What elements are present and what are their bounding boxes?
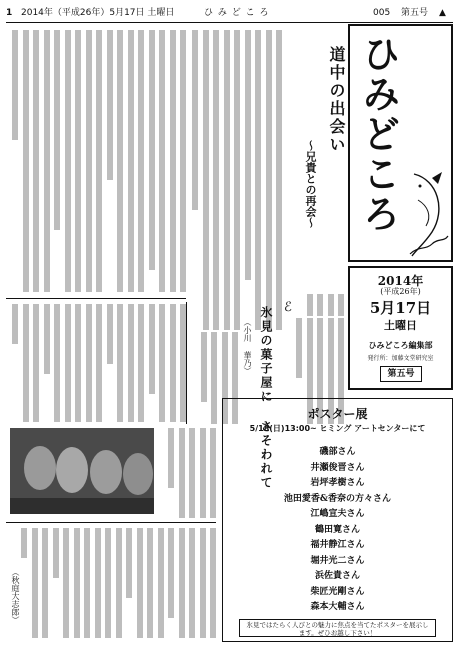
column-divider: [186, 302, 187, 424]
column-rule-lower: [6, 522, 216, 523]
poster-artist: 堀井光二さん: [310, 555, 365, 566]
column-rule: [6, 298, 186, 299]
bottom-signature: （秋庭大志郎）: [11, 568, 20, 624]
poster-artist: 江嶋宣夫さん: [310, 509, 365, 519]
article-text-col-2: [190, 30, 282, 330]
poster-artist-list: [223, 445, 452, 616]
masthead-title: ひみどころ: [356, 34, 401, 234]
poster-box: [222, 398, 453, 642]
sweets-headline: 氷見の菓子屋に さそわれて: [259, 306, 273, 490]
masthead-editor: ひみどころ編集部: [368, 340, 433, 350]
masthead-era-year: (平成26年): [380, 287, 421, 296]
page-number: 1: [6, 8, 13, 18]
poster-title: ポスター展: [307, 407, 368, 421]
poster-artist: 柴匠光剛さん: [310, 586, 365, 597]
running-header: [6, 6, 453, 20]
article-text-col-6: [300, 294, 344, 316]
poster-artist: 福井静江さん: [310, 540, 365, 550]
main-headline: 道中の出会い: [327, 46, 346, 154]
triangle-icon: ▲: [439, 8, 446, 18]
poster-artist: 池田愛香&香奈の方々さん: [283, 493, 392, 504]
header-date: 2014年（平成26年）5月17日 土曜日: [21, 8, 175, 18]
flourish-icon: ℰ: [284, 300, 292, 315]
article-text-col-8: [10, 528, 216, 640]
poster-artist: 磯部さん: [319, 447, 356, 457]
header-title: ひ み ど こ ろ: [204, 8, 270, 18]
header-issue-label: 第五号: [401, 8, 429, 18]
main-subheadline: 〜兄貴との再会〜: [304, 140, 317, 228]
masthead-issue: 第五号: [380, 366, 422, 382]
poster-artist: 浜佐貴さん: [314, 571, 360, 581]
sweets-signature: （小川 華乃）: [243, 318, 252, 375]
poster-artist: 井瀬俊晋さん: [310, 462, 365, 473]
poster-footer: 氷見ではたらく人びとの魅力に焦点を当てたポスターを展示します。ぜひお越し下さい！: [239, 619, 436, 637]
poster-artist: 岩坪孝樹さん: [310, 478, 365, 488]
header-rule: [6, 22, 453, 23]
poster-artist: 森本大輔さん: [310, 602, 365, 612]
masthead-year: 2014年: [377, 274, 424, 288]
poster-subtitle: 5/18(日)13:00~ ヒミング アートセンターにて: [249, 424, 426, 433]
sweets-photo: [10, 428, 154, 514]
article-text-col-1: [8, 30, 186, 294]
masthead-weekday: 土曜日: [384, 319, 417, 332]
article-text-col-7: [158, 428, 216, 518]
header-issue-number: 005: [373, 8, 391, 18]
poster-artist: 鶴田寛さん: [314, 524, 360, 535]
masthead-publisher: 発行所：加藤文堂研究室: [367, 355, 434, 362]
fish-wave-illustration: [408, 170, 450, 258]
masthead-date: 5月17日: [369, 299, 432, 317]
article-text-col-3: [8, 304, 186, 424]
